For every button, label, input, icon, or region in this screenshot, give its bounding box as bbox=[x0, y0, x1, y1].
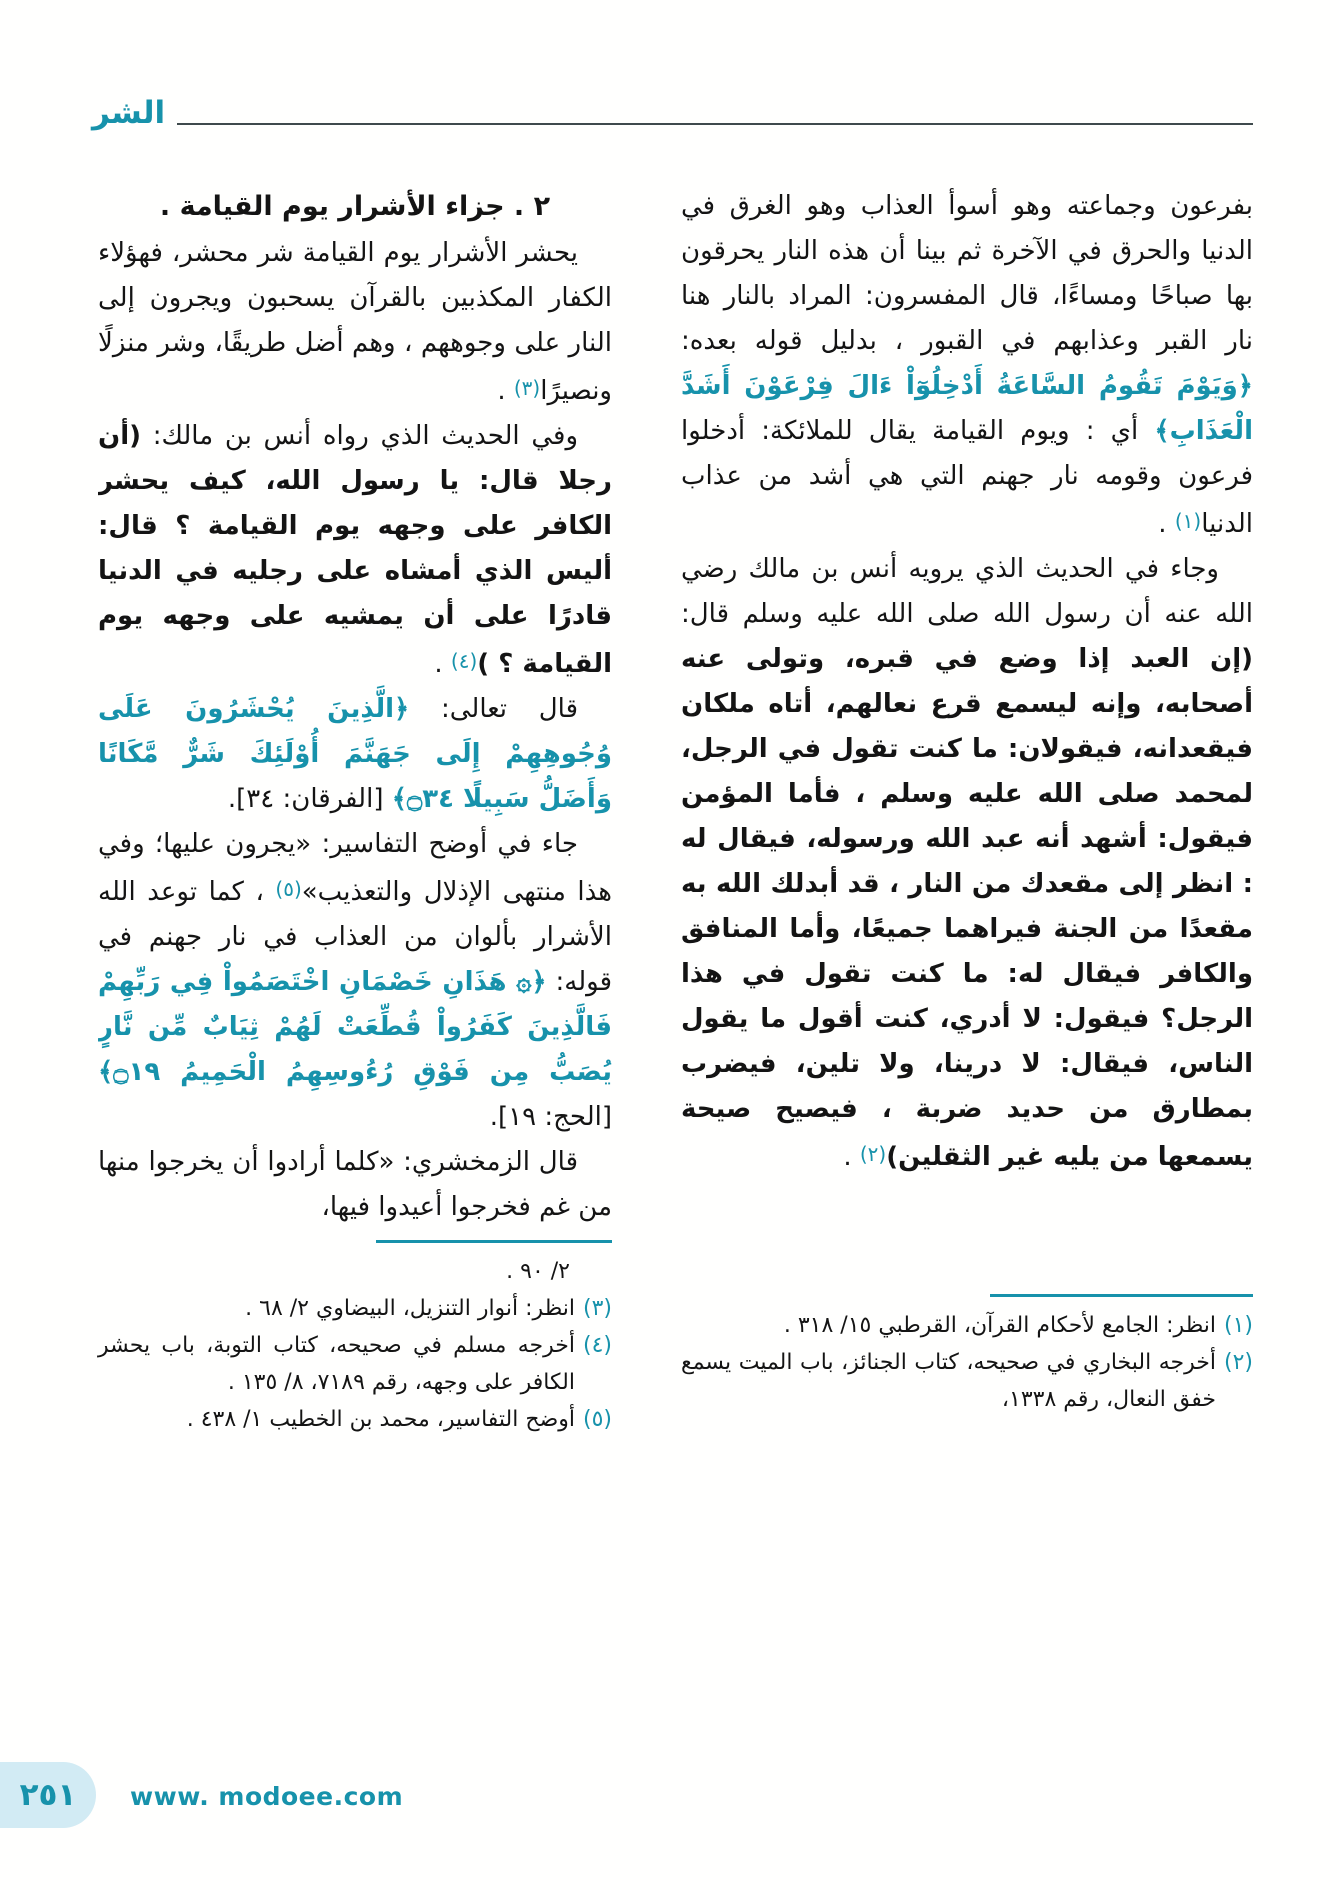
text-segment: قال تعالى: bbox=[409, 694, 578, 724]
right-column bbox=[681, 184, 1253, 1290]
footnote bbox=[98, 1401, 612, 1438]
text-segment: ، كما توعد الله الأشرار بألوان من العذاب في نار جهنم في قوله: bbox=[98, 877, 612, 997]
website-url: www. modoee.com bbox=[130, 1782, 404, 1811]
footnote bbox=[681, 1307, 1253, 1344]
quran-verse: ﴿الَّذِينَ يُحْشَرُونَ عَلَى وُجُوهِهِمْ إِلَى جَهَنَّمَ أُوْلَئِكَ شَرٌّ مَّكَانًا وَأَضَلُّ سَبِيلًا ۝٣٤﴾ bbox=[98, 694, 612, 814]
footnote-ref: (٣) bbox=[513, 376, 541, 400]
footnote-separator bbox=[990, 1294, 1253, 1297]
running-header bbox=[92, 96, 1253, 130]
text-segment: جاء في أوضح التفاسير: «يجرون عليها؛ وفي هذا منتهى الإذلال والتعذيب» bbox=[98, 829, 612, 907]
footnote-number: (١) bbox=[1223, 1313, 1253, 1338]
left-footnotes bbox=[98, 1240, 612, 1438]
footnote-text: أوضح التفاسير، محمد بن الخطيب ١/ ٤٣٨ . bbox=[186, 1407, 575, 1432]
footnote bbox=[98, 1290, 612, 1327]
text-segment: (أن رجلا قال: يا رسول الله، كيف يحشر الكافر على وجهه يوم القيامة ؟ قال: أليس الذي أمشاه على رجليه في الدنيا قادرًا على أن يمشيه على وجهه يوم القيامة ؟ ) bbox=[98, 421, 612, 679]
footnote-continuation bbox=[98, 1253, 612, 1290]
body-paragraph bbox=[681, 184, 1253, 547]
footnote-ref: (٢) bbox=[859, 1142, 887, 1166]
footnote-text: ٢/ ٩٠ . bbox=[506, 1259, 570, 1284]
footnote-text: انظر: أنوار التنزيل، البيضاوي ٢/ ٦٨ . bbox=[245, 1296, 575, 1321]
body-paragraph bbox=[98, 822, 612, 1140]
right-footnotes bbox=[681, 1294, 1253, 1418]
footnote-number: (٢) bbox=[1223, 1350, 1253, 1375]
page-number-tab bbox=[0, 1762, 96, 1828]
text-segment: أي : ويوم القيامة يقال للملائكة: أدخلوا فرعون وقومه نار جهنم التي هي أشد من عذاب الدنيا bbox=[681, 416, 1253, 539]
hadith-paragraph bbox=[98, 414, 612, 687]
body-paragraph bbox=[98, 231, 612, 414]
text-segment: بفرعون وجماعته وهو أسوأ العذاب وهو الغرق في الدنيا والحرق في الآخرة ثم بينا أن هذه النار يحرقون بها صباحًا ومساءًا، قال المفسرون: المراد بالنار هنا نار القبر وعذابهم في القبور ، بدليل قوله بعده: bbox=[681, 191, 1253, 356]
footnote-text: أخرجه مسلم في صحيحه، كتاب التوبة، باب يحشر الكافر على وجهه، رقم ٧١٨٩، ٨/ ١٣٥ . bbox=[98, 1333, 575, 1395]
text-segment: . bbox=[434, 649, 451, 679]
section-heading: ٢ . جزاء الأشرار يوم القيامة . bbox=[159, 191, 551, 222]
footnote-ref: (٤) bbox=[450, 649, 478, 673]
footnote-text: انظر: الجامع لأحكام القرآن، القرطبي ١٥/ ٣١٨ . bbox=[783, 1313, 1216, 1338]
header-rule bbox=[177, 123, 1253, 125]
footnote bbox=[98, 1327, 612, 1401]
hadith-paragraph bbox=[681, 547, 1253, 1180]
quran-paragraph bbox=[98, 687, 612, 822]
text-segment: وجاء في الحديث الذي يرويه أنس بن مالك رضي الله عنه أن رسول الله صلى الله عليه وسلم قال: bbox=[681, 554, 1253, 629]
footnote-separator bbox=[376, 1240, 612, 1243]
text-segment: . bbox=[497, 376, 514, 406]
footnote-text: أخرجه البخاري في صحيحه، كتاب الجنائز، باب الميت يسمع خفق النعال، رقم ١٣٣٨، bbox=[681, 1350, 1216, 1412]
text-segment: . bbox=[843, 1142, 860, 1172]
body-paragraph bbox=[98, 1140, 612, 1230]
footnote-number: (٥) bbox=[582, 1407, 612, 1432]
text-segment: [الحج: ١٩]. bbox=[489, 1102, 612, 1132]
quran-verse: ﴿۞ هَذَانِ خَصْمَانِ اخْتَصَمُواْ فِي رَبِّهِمْ فَالَّذِينَ كَفَرُواْ قُطِّعَتْ لَهُمْ ثِيَابٌ مِّن نَّارٍ يُصَبُّ مِن فَوْقِ رُءُوسِهِمُ الْحَمِيمُ ۝١٩﴾ bbox=[98, 967, 612, 1087]
left-column bbox=[98, 184, 612, 1234]
footnote-number: (٣) bbox=[582, 1296, 612, 1321]
text-segment: [الفرقان: ٣٤]. bbox=[227, 784, 392, 814]
footnote-ref: (١) bbox=[1174, 509, 1202, 533]
text-segment: وفي الحديث الذي رواه أنس بن مالك: bbox=[141, 421, 578, 451]
text-segment: يحشر الأشرار يوم القيامة شر محشر، فهؤلاء الكفار المكذبين بالقرآن يسحبون ويجرون إلى النار على وجوههم ، وهم أضل طريقًا، وشر منزلًا ونصيرًا bbox=[98, 238, 612, 406]
footnote-number: (٤) bbox=[582, 1333, 612, 1358]
text-segment: . bbox=[1158, 509, 1175, 539]
text-segment: (إن العبد إذا وضع في قبره، وتولى عنه أصحابه، وإنه ليسمع قرع نعالهم، أتاه ملكان فيقعدانه، فيقولان: ما كنت تقول في الرجل، لمحمد صلى الله عليه وسلم ، فأما المؤمن فيقول: أشهد أنه عبد الله ورسوله، فيقال له : انظر إلى مقعدك من النار ، قد أبدلك الله به مقعدًا من الجنة فيراهما جميعًا، وأما المنافق والكافر فيقال له: ما كنت تقول في هذا الرجل؟ فيقول: لا أدري، كنت أقول ما يقول الناس، فيقال: لا درينا، ولا تلين، فيضرب بمطارق من حديد ضربة ، فيصيح صيحة يسمعها من يليه غير الثقلين) bbox=[681, 644, 1253, 1172]
footnote bbox=[681, 1344, 1253, 1418]
page-number: ٢٥١ bbox=[19, 1777, 77, 1813]
chapter-title: الشر bbox=[92, 95, 166, 131]
footnote-ref: (٥) bbox=[275, 877, 302, 901]
text-segment: قال الزمخشري: «كلما أرادوا أن يخرجوا منها من غم فخرجوا أعيدوا فيها، bbox=[98, 1147, 612, 1222]
quran-verse: ﴿وَيَوْمَ تَقُومُ السَّاعَةُ أَدْخِلُوٓاْ ءَالَ فِرْعَوْنَ أَشَدَّ الْعَذَابِ﴾ bbox=[681, 371, 1253, 446]
